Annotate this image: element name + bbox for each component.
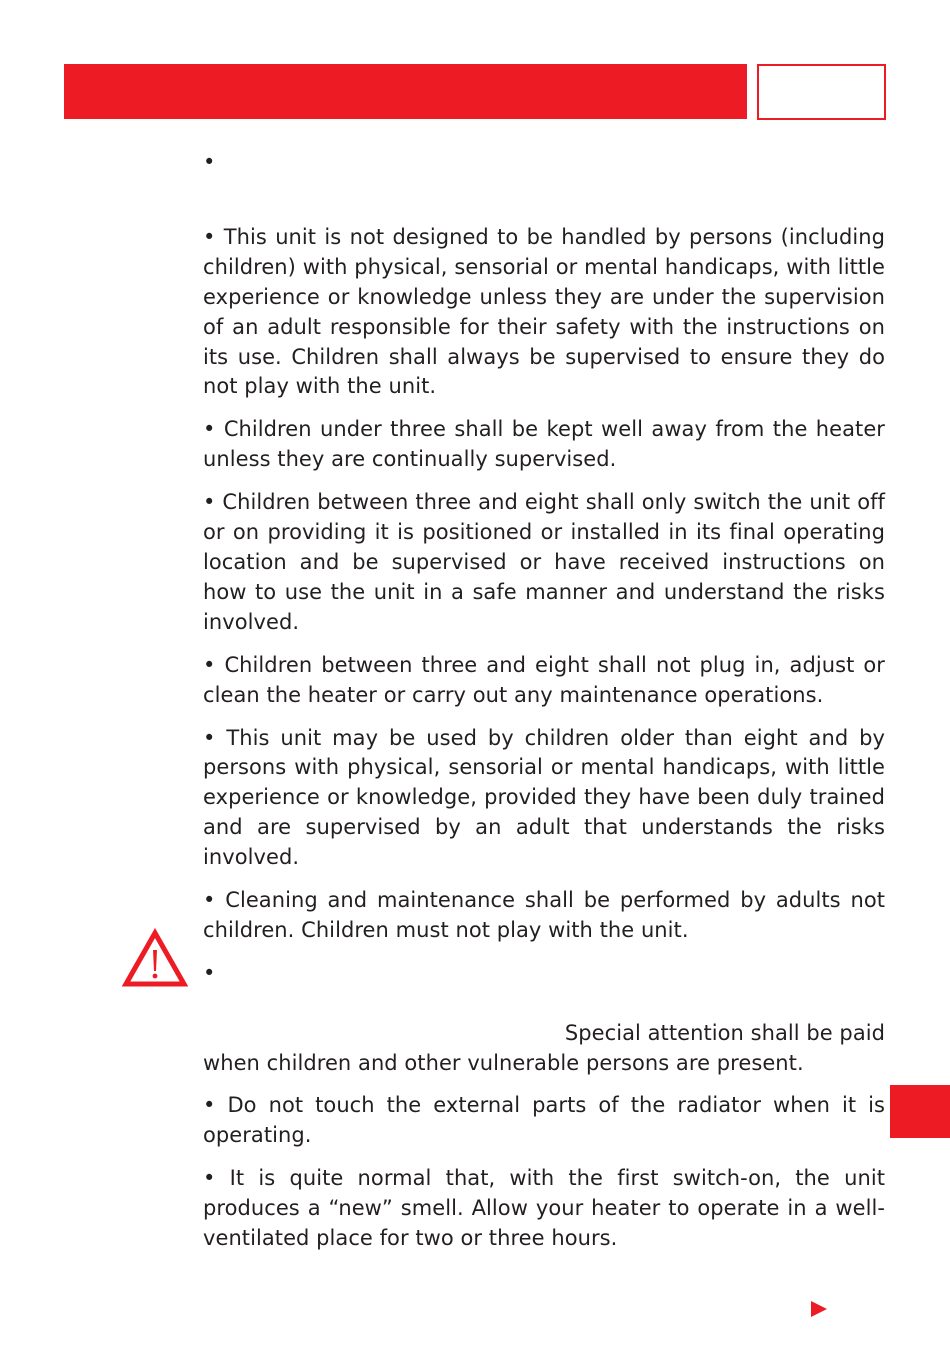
side-tab: [890, 1085, 950, 1138]
warning-paragraph: [203, 959, 885, 1079]
header-box: [757, 64, 886, 120]
warning-bullet: •: [203, 960, 216, 985]
warning-triangle-icon: [122, 928, 188, 988]
next-page-arrow-icon[interactable]: [810, 1299, 828, 1319]
paragraph-new-smell: • It is quite normal that, with the first switch-on, the unit produces a “new” smell. Allow your heater to operate in a well-ventilated place for two or three hours.: [203, 1166, 885, 1251]
paragraph-older-children-use: • This unit may be used by children older than eight and by persons with physical, sensorial or mental handicaps, with little experience or knowledge, provided they have been duly trained and are supervised by an adult that understands the risks involved.: [203, 725, 885, 870]
header-bar: [64, 64, 747, 119]
warning-text-line1: Special attention shall be paid: [564, 1020, 885, 1045]
safety-content: [203, 148, 885, 1267]
empty-bullet: •: [203, 150, 216, 174]
paragraph-children-three-eight-maintenance: • Children between three and eight shall not plug in, adjust or clean the heater or carry out any maintenance operations.: [203, 652, 885, 707]
paragraph-children-three-eight-switch: • Children between three and eight shall only switch the unit off or on providing it is positioned or installed in its final operating location and be supervised or have received instructions on how to use the unit in a safe manner and understand the risks involved.: [203, 490, 885, 634]
warning-text-line2: when children and other vulnerable persons are present.: [203, 1050, 804, 1075]
paragraph-external-parts: • Do not touch the external parts of the radiator when it is operating.: [203, 1093, 885, 1148]
paragraph-cleaning-maintenance: • Cleaning and maintenance shall be performed by adults not children. Children must not play with the unit.: [203, 888, 885, 942]
paragraph-children-under-three: • Children under three shall be kept well away from the heater unless they are continually supervised.: [203, 417, 885, 472]
paragraph-handicap-supervision: • This unit is not designed to be handled by persons (including children) with physical, sensorial or mental handicaps, with little experience or knowledge unless they are under the supervision of an adult responsible for their safety with the instructions on its use. Children shall always be supervised to ensure they do not play with the unit.: [203, 224, 885, 399]
